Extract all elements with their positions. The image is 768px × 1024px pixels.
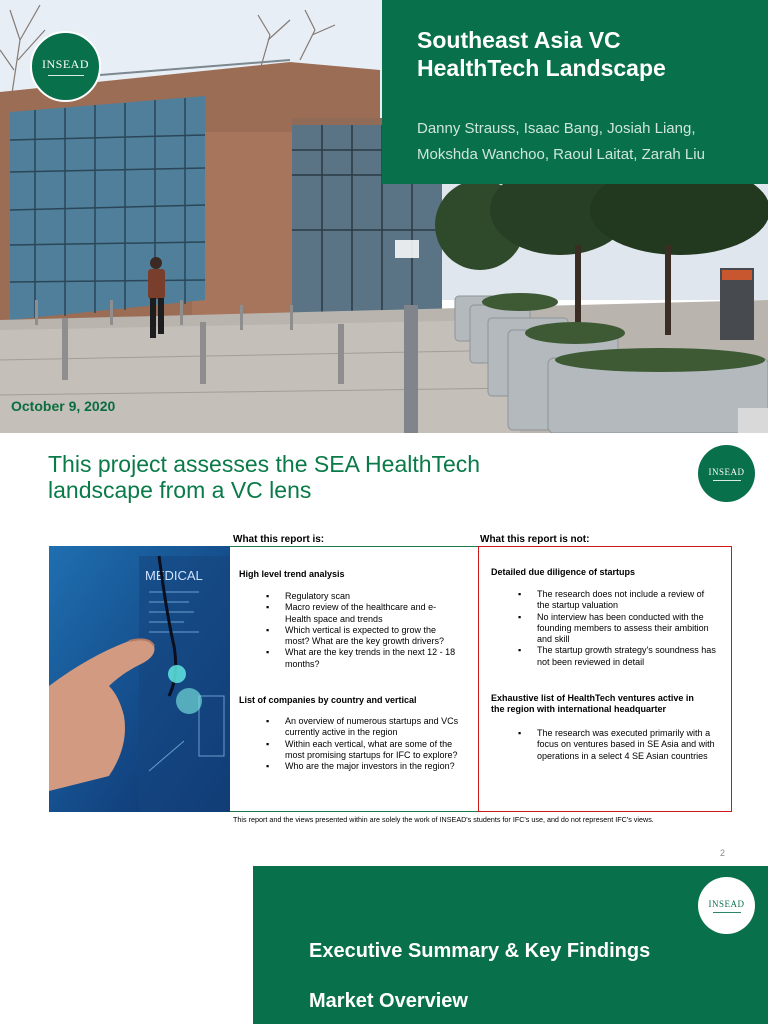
list-item: ▪ Macro review of the healthcare and e-Health space and trends xyxy=(265,602,460,625)
disclaimer: This report and the views presented within are solely the work of INSEAD's students for IFC's use, and do not represent IFC's views. xyxy=(233,815,654,824)
insead-logo xyxy=(30,31,101,102)
report-is-header: What this report is: xyxy=(233,534,325,545)
insead-logo xyxy=(698,445,755,502)
cover-authors-line2: Mokshda Wanchoo, Raoul Laitat, Zarah Liu xyxy=(417,146,705,163)
cover-authors-line1: Danny Strauss, Isaac Bang, Josiah Liang, xyxy=(417,120,696,137)
slide-title-line2: landscape from a VC lens xyxy=(48,477,312,503)
list-item: ▪ The startup growth strategy's soundness has not been reviewed in detail xyxy=(517,645,717,668)
list-item: ▪ An overview of numerous startups and VCs currently active in the region xyxy=(265,716,460,739)
cover-slide xyxy=(0,0,768,433)
list-item: ▪ Regulatory scan xyxy=(265,591,460,602)
report-is-section2-heading: List of companies by country and vertical xyxy=(239,695,417,705)
report-is-not-section1-list xyxy=(517,589,717,668)
insead-logo xyxy=(698,877,755,934)
cover-title-line2: HealthTech Landscape xyxy=(417,55,666,81)
insead-logo-rule xyxy=(48,75,84,76)
report-is-box xyxy=(230,546,478,812)
list-item: ▪ The research was executed primarily with a focus on ventures based in SE Asia and with operations in a select 4 SE Asian countries xyxy=(517,728,717,762)
report-is-not-section2-line2: the region with international headquarter xyxy=(491,704,667,714)
medical-touchscreen-image xyxy=(49,546,230,812)
report-is-not-section2-list xyxy=(517,728,717,762)
cover-title-line1: Southeast Asia VC xyxy=(417,27,621,53)
list-item: ▪ Within each vertical, what are some of the most promising startups for IFC to explore? xyxy=(265,739,460,762)
list-item: ▪ Which vertical is expected to grow the most? What are the key growth drivers? xyxy=(265,625,460,648)
scope-slide xyxy=(0,433,768,866)
insead-logo-text: INSEAD xyxy=(708,466,745,477)
insead-logo-rule xyxy=(713,912,741,913)
report-is-section2-list xyxy=(265,716,460,772)
list-item: ▪ No interview has been conducted with the founding members to assess their ambition and skill xyxy=(517,612,717,646)
insead-logo-rule xyxy=(713,480,741,481)
slide-title-line1: This project assesses the SEA HealthTech xyxy=(48,451,481,477)
page-number: 2 xyxy=(720,848,726,858)
report-is-not-section1-heading: Detailed due diligence of startups xyxy=(491,567,636,577)
cover-title xyxy=(417,26,757,82)
report-is-not-section2-line1: Exhaustive list of HealthTech ventures active in xyxy=(491,693,694,703)
insead-logo-text: INSEAD xyxy=(708,898,745,909)
insead-logo-text: INSEAD xyxy=(42,57,89,71)
list-item: ▪ What are the key trends in the next 12 - 18 months? xyxy=(265,647,460,670)
cover-title-panel xyxy=(382,0,768,184)
report-is-section1-list xyxy=(265,591,460,670)
agenda-item-market-overview: Market Overview xyxy=(309,990,468,1012)
report-is-not-header: What this report is not: xyxy=(480,534,590,545)
list-item: ▪ Who are the major investors in the region? xyxy=(265,761,460,772)
slide-title xyxy=(48,451,608,503)
agenda-slide xyxy=(0,866,768,1024)
report-is-not-section2-heading xyxy=(491,693,723,715)
cover-date: October 9, 2020 xyxy=(11,398,116,414)
cover-authors xyxy=(417,116,762,168)
report-is-not-box xyxy=(478,546,732,812)
report-is-section1-heading: High level trend analysis xyxy=(239,569,345,579)
medical-image-label: MEDICAL xyxy=(145,568,203,583)
agenda-panel xyxy=(253,866,768,1024)
list-item: ▪ The research does not include a review of the startup valuation xyxy=(517,589,717,612)
agenda-item-executive-summary: Executive Summary & Key Findings xyxy=(309,940,651,962)
